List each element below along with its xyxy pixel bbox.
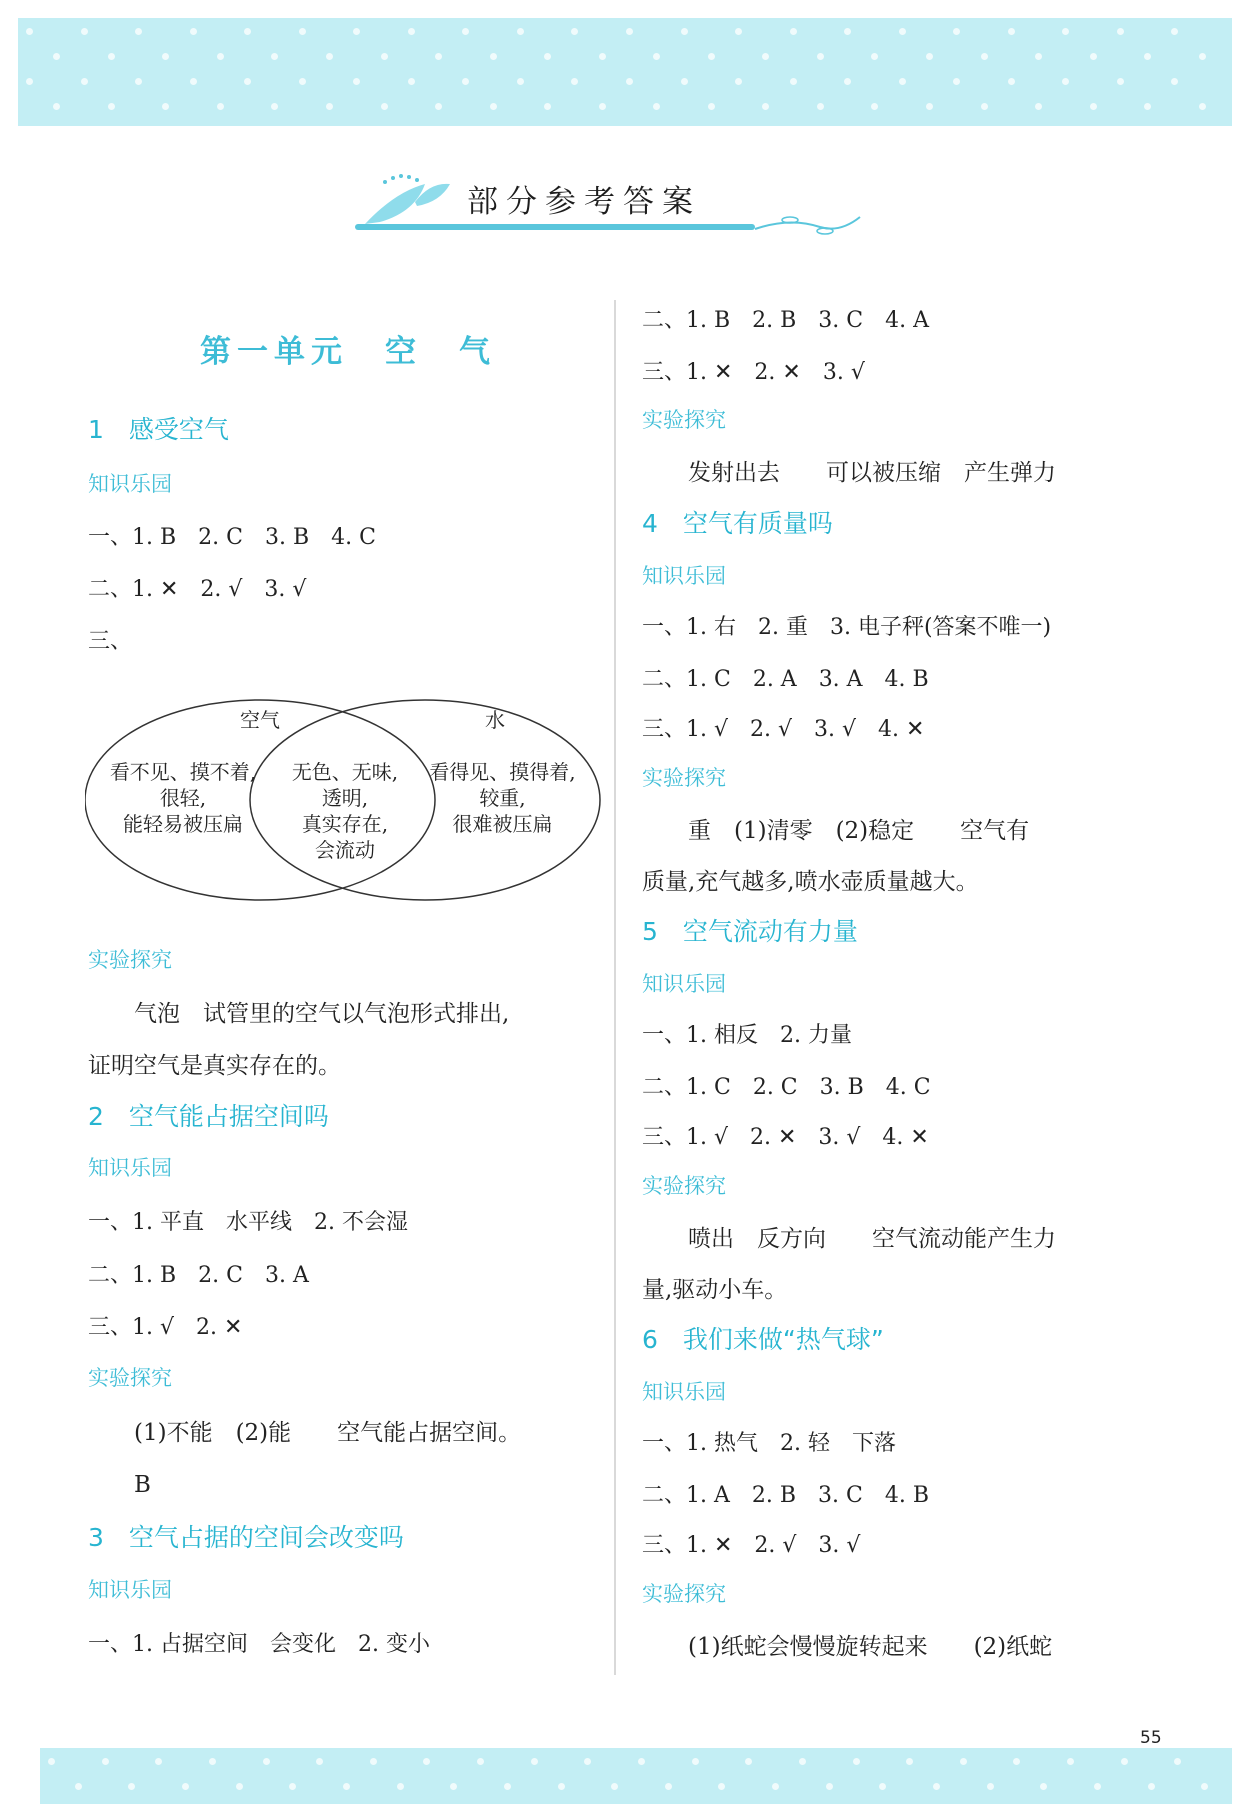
decorative-dot	[244, 78, 251, 85]
bottom-decorative-band	[40, 1748, 1232, 1804]
section-title-1: 1 感受空气	[88, 415, 229, 444]
decorative-dot	[108, 53, 115, 60]
decorative-dot	[217, 53, 224, 60]
decorative-dot	[353, 78, 360, 85]
decorative-dot	[1062, 78, 1069, 85]
subsection-experiment: 实验探究	[642, 1174, 726, 1198]
decorative-dot	[135, 28, 142, 35]
venn-diagram	[85, 695, 605, 905]
answer-line: 三、1. √ 2. ✕	[88, 1315, 243, 1340]
decorative-dot	[155, 1758, 162, 1765]
paragraph-line: 气泡 试管里的空气以气泡形式排出,	[88, 1001, 510, 1027]
page-header	[355, 172, 875, 242]
paragraph-line: B	[88, 1472, 151, 1498]
decorative-dot	[762, 53, 769, 60]
decorative-dot	[435, 103, 442, 110]
answer-line: 二、1. C 2. C 3. B 4. C	[642, 1075, 931, 1100]
decorative-dot	[236, 1783, 243, 1790]
decorative-dot	[462, 78, 469, 85]
decorative-dot	[81, 28, 88, 35]
decorative-dot	[1013, 1758, 1020, 1765]
decorative-dot	[1117, 78, 1124, 85]
decorative-dot	[343, 1783, 350, 1790]
answer-line: 三、1. √ 2. ✕ 3. √ 4. ✕	[642, 1125, 929, 1150]
decorative-dot	[558, 1783, 565, 1790]
decorative-dot	[1171, 28, 1178, 35]
decorative-dot	[462, 28, 469, 35]
decorative-dot	[1035, 103, 1042, 110]
decorative-dot	[599, 103, 606, 110]
decorative-dot	[108, 103, 115, 110]
decorative-dot	[708, 103, 715, 110]
page-title: 部分参考答案	[467, 184, 701, 220]
decorative-dot	[370, 1758, 377, 1765]
decorative-dot	[899, 28, 906, 35]
paragraph-line: 喷出 反方向 空气流动能产生力	[642, 1226, 1056, 1252]
answer-line: 一、1. 平直 水平线 2. 不会湿	[88, 1210, 408, 1235]
decorative-dot	[987, 1783, 994, 1790]
decorative-dot	[544, 103, 551, 110]
page-number: 55	[1140, 1728, 1162, 1748]
decorative-dot	[26, 28, 33, 35]
unit-title: 第一单元 空 气	[200, 334, 496, 370]
paragraph-line: 量,驱动小车。	[642, 1277, 788, 1303]
decorative-dot	[817, 103, 824, 110]
decorative-dot	[299, 78, 306, 85]
decorative-dot	[735, 78, 742, 85]
answer-line: 三、1. ✕ 2. √ 3. √	[642, 1533, 861, 1558]
decorative-dot	[1090, 53, 1097, 60]
decorative-dot	[48, 1758, 55, 1765]
decorative-dot	[408, 28, 415, 35]
answer-line: 二、1. A 2. B 3. C 4. B	[642, 1483, 929, 1508]
decorative-dot	[81, 78, 88, 85]
decorative-dot	[735, 28, 742, 35]
decorative-dot	[517, 78, 524, 85]
decorative-dot	[653, 53, 660, 60]
subsection-experiment: 实验探究	[642, 1582, 726, 1606]
decorative-dot	[531, 1758, 538, 1765]
decorative-dot	[853, 1758, 860, 1765]
decorative-dot	[871, 103, 878, 110]
section-title-4: 4 空气有质量吗	[642, 509, 833, 538]
decorative-dot	[477, 1758, 484, 1765]
decorative-dot	[653, 103, 660, 110]
decorative-dot	[844, 28, 851, 35]
decorative-dot	[1035, 53, 1042, 60]
decorative-dot	[1174, 1758, 1181, 1765]
subsection-experiment: 实验探究	[88, 948, 172, 972]
answer-line: 三、1. ✕ 2. ✕ 3. √	[642, 360, 865, 385]
decorative-dot	[1199, 53, 1206, 60]
decorative-dot	[681, 78, 688, 85]
decorative-dot	[960, 1758, 967, 1765]
top-decorative-band	[18, 18, 1232, 126]
subsection-experiment: 实验探究	[642, 408, 726, 432]
decorative-dot	[326, 53, 333, 60]
decorative-dot	[981, 103, 988, 110]
decorative-dot	[435, 53, 442, 60]
paragraph-line: 发射出去 可以被压缩 产生弹力	[642, 460, 1056, 486]
decorative-dot	[326, 103, 333, 110]
decorative-dot	[611, 1783, 618, 1790]
decorative-dot	[1040, 1783, 1047, 1790]
decorative-dot	[981, 53, 988, 60]
decorative-dot	[899, 78, 906, 85]
subsection-knowledge: 知识乐园	[642, 564, 726, 588]
decorative-dot	[571, 78, 578, 85]
decorative-dot	[638, 1758, 645, 1765]
decorative-dot	[217, 103, 224, 110]
decorative-dot	[162, 103, 169, 110]
decorative-dot	[692, 1758, 699, 1765]
decorative-dot	[879, 1783, 886, 1790]
venn-right-text: 看得见、摸得着, 较重, 很难被压扁	[429, 760, 576, 836]
decorative-dot	[135, 78, 142, 85]
decorative-dot	[75, 1783, 82, 1790]
decorative-dot	[26, 78, 33, 85]
decorative-dot	[626, 78, 633, 85]
decorative-dot	[209, 1758, 216, 1765]
decorative-dot	[1121, 1758, 1128, 1765]
decorative-dot	[1201, 1783, 1208, 1790]
decorative-dot	[423, 1758, 430, 1765]
subsection-knowledge: 知识乐园	[642, 972, 726, 996]
decorative-dot	[708, 53, 715, 60]
decorative-dot	[263, 1758, 270, 1765]
decorative-dot	[408, 78, 415, 85]
paragraph-line: 重 (1)清零 (2)稳定 空气有	[642, 818, 1030, 844]
subsection-knowledge: 知识乐园	[88, 1156, 172, 1180]
subsection-knowledge: 知识乐园	[642, 1380, 726, 1404]
decorative-dot	[381, 103, 388, 110]
paragraph-line: (1)纸蛇会慢慢旋转起来 (2)纸蛇	[642, 1634, 1053, 1660]
section-title-2: 2 空气能占据空间吗	[88, 1102, 329, 1131]
subsection-experiment: 实验探究	[88, 1366, 172, 1390]
decorative-dot	[1090, 103, 1097, 110]
decorative-dot	[381, 53, 388, 60]
answer-line: 二、1. ✕ 2. √ 3. √	[88, 577, 307, 602]
decorative-dot	[953, 78, 960, 85]
decorative-dot	[1148, 1783, 1155, 1790]
decorative-dot	[844, 78, 851, 85]
decorative-dot	[817, 53, 824, 60]
subsection-knowledge: 知识乐园	[88, 1578, 172, 1602]
decorative-dot	[584, 1758, 591, 1765]
answer-line: 二、1. B 2. B 3. C 4. A	[642, 308, 929, 333]
decorative-dot	[826, 1783, 833, 1790]
decorative-dot	[626, 28, 633, 35]
decorative-dot	[1067, 1758, 1074, 1765]
leaf-ornament-icon	[355, 172, 475, 242]
subsection-experiment: 实验探究	[642, 766, 726, 790]
venn-label-air: 空气	[240, 708, 280, 732]
decorative-dot	[102, 1758, 109, 1765]
subsection-knowledge: 知识乐园	[88, 472, 172, 496]
venn-left-text: 看不见、摸不着, 很轻, 能轻易被压扁	[109, 760, 257, 836]
decorative-dot	[190, 78, 197, 85]
answer-line: 三、	[88, 629, 133, 654]
decorative-dot	[772, 1783, 779, 1790]
decorative-dot	[1008, 28, 1015, 35]
decorative-dot	[1144, 103, 1151, 110]
decorative-dot	[1062, 28, 1069, 35]
decorative-dot	[790, 28, 797, 35]
decorative-dot	[665, 1783, 672, 1790]
decorative-dot	[490, 103, 497, 110]
decorative-dot	[182, 1783, 189, 1790]
column-divider	[614, 300, 616, 1675]
answer-line: 二、1. B 2. C 3. A	[88, 1263, 309, 1288]
decorative-dot	[1117, 28, 1124, 35]
decorative-dot	[933, 1783, 940, 1790]
decorative-dot	[1094, 1783, 1101, 1790]
decorative-dot	[128, 1783, 135, 1790]
paragraph-line: 质量,充气越多,喷水壶质量越大。	[642, 869, 979, 895]
section-title-6: 6 我们来做“热气球”	[642, 1325, 884, 1354]
answer-line: 一、1. 热气 2. 轻 下落	[642, 1431, 896, 1456]
decorative-dot	[353, 28, 360, 35]
decorative-dot	[926, 53, 933, 60]
decorative-dot	[762, 103, 769, 110]
decorative-dot	[790, 78, 797, 85]
decorative-dot	[271, 53, 278, 60]
decorative-dot	[1144, 53, 1151, 60]
decorative-dot	[397, 1783, 404, 1790]
decorative-dot	[799, 1758, 806, 1765]
venn-label-water: 水	[485, 708, 505, 732]
decorative-dot	[53, 53, 60, 60]
decorative-dot	[953, 28, 960, 35]
decorative-dot	[1008, 78, 1015, 85]
decorative-dot	[1199, 103, 1206, 110]
decorative-dot	[244, 28, 251, 35]
decorative-dot	[504, 1783, 511, 1790]
decorative-dot	[718, 1783, 725, 1790]
section-title-3: 3 空气占据的空间会改变吗	[88, 1523, 404, 1552]
answer-line: 一、1. 占据空间 会变化 2. 变小	[88, 1632, 430, 1657]
vine-ornament-icon	[750, 207, 870, 247]
paragraph-line: 证明空气是真实存在的。	[88, 1053, 341, 1079]
decorative-dot	[906, 1758, 913, 1765]
decorative-dot	[162, 53, 169, 60]
decorative-dot	[289, 1783, 296, 1790]
decorative-dot	[926, 103, 933, 110]
decorative-dot	[299, 28, 306, 35]
decorative-dot	[190, 28, 197, 35]
decorative-dot	[745, 1758, 752, 1765]
decorative-dot	[599, 53, 606, 60]
decorative-dot	[316, 1758, 323, 1765]
decorative-dot	[490, 53, 497, 60]
decorative-dot	[1171, 78, 1178, 85]
decorative-dot	[681, 28, 688, 35]
venn-middle-text: 无色、无味, 透明, 真实存在, 会流动	[291, 760, 399, 862]
decorative-dot	[450, 1783, 457, 1790]
paragraph-line: (1)不能 (2)能 空气能占据空间。	[88, 1420, 522, 1446]
answer-line: 一、1. 右 2. 重 3. 电子秤(答案不唯一)	[642, 615, 1052, 640]
decorative-dot	[571, 28, 578, 35]
answer-line: 三、1. √ 2. √ 3. √ 4. ✕	[642, 717, 925, 742]
decorative-dot	[53, 103, 60, 110]
answer-line: 二、1. C 2. A 3. A 4. B	[642, 667, 929, 692]
header-underline	[355, 224, 755, 230]
section-title-5: 5 空气流动有力量	[642, 917, 858, 946]
decorative-dot	[871, 53, 878, 60]
decorative-dot	[544, 53, 551, 60]
answer-line: 一、1. B 2. C 3. B 4. C	[88, 525, 376, 550]
decorative-dot	[271, 103, 278, 110]
decorative-dot	[517, 28, 524, 35]
answer-line: 一、1. 相反 2. 力量	[642, 1023, 852, 1048]
